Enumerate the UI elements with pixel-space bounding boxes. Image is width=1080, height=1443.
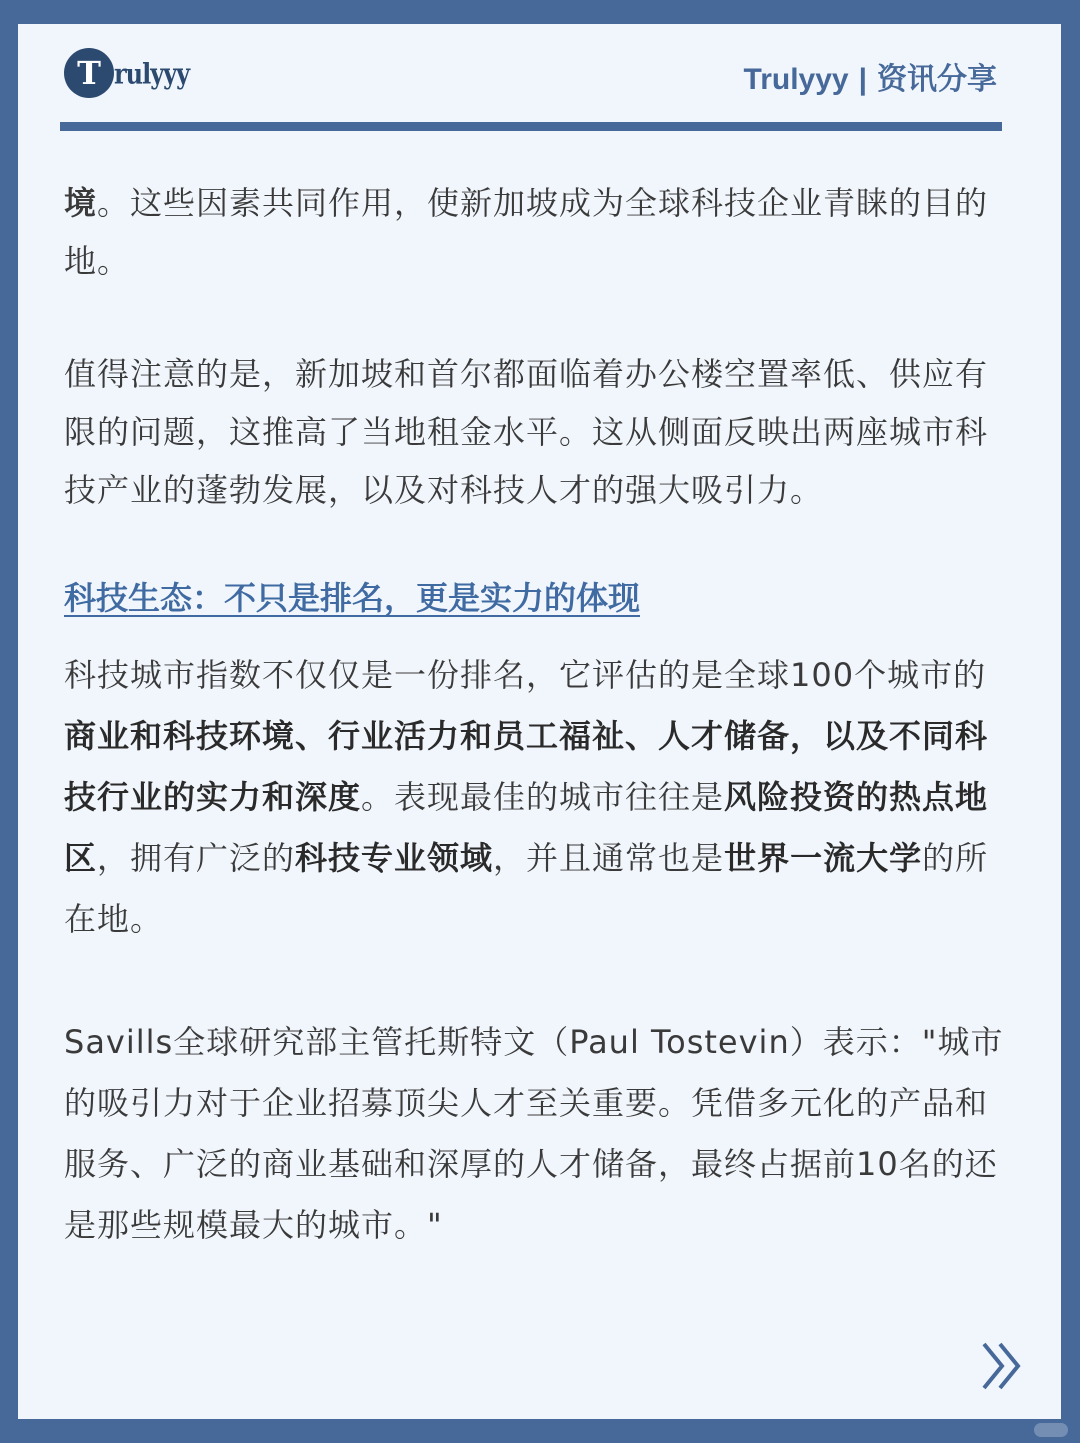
paragraph-2: 值得注意的是，新加坡和首尔都面临着办公楼空置率低、供应有限的问题，这推高了当地租金水平。这从侧面反映出两座城市科技产业的蓬勃发展，以及对科技人才的强大吸引力。 bbox=[64, 355, 989, 509]
header-divider bbox=[60, 122, 1002, 131]
logo-circle: T bbox=[64, 48, 114, 98]
paragraph-1 bbox=[64, 174, 1016, 290]
paragraph-1-bold: 境 bbox=[64, 184, 98, 222]
p3-text-3: ，拥有广泛的 bbox=[97, 839, 296, 877]
content-card bbox=[18, 24, 1061, 1419]
brand-separator: | bbox=[858, 63, 867, 96]
p3-bold-4: 世界一流大学 bbox=[724, 839, 923, 877]
p3-bold-1: 商业和科技环境、行业活力和员工福祉、人才储备，以及不同科技行业的实力和深度 bbox=[64, 717, 989, 816]
p3-text-5: 的所在地。 bbox=[64, 839, 989, 938]
logo-text: rulyyy bbox=[114, 56, 190, 90]
section-name: 资讯分享 bbox=[877, 63, 997, 96]
p3-text-1: 科技城市指数不仅仅是一份排名，它评估的是全球100个城市的 bbox=[64, 656, 987, 694]
watermark-badge bbox=[1034, 1423, 1068, 1437]
brand-name: Trulyyy bbox=[743, 63, 849, 96]
brand-header bbox=[744, 54, 997, 98]
logo bbox=[64, 48, 189, 98]
double-chevron-right-icon[interactable] bbox=[980, 1340, 1024, 1392]
paragraph-1-text: 。这些因素共同作用，使新加坡成为全球科技企业青睐的目的地。 bbox=[64, 184, 989, 280]
p3-text-2: 。表现最佳的城市往往是 bbox=[361, 778, 725, 816]
p3-bold-2: 风险投资的热点地区 bbox=[64, 778, 989, 877]
p3-bold-3: 科技专业领域 bbox=[295, 839, 494, 877]
article-body bbox=[64, 174, 1016, 1256]
paragraph-4: Savills全球研究部主管托斯特文（Paul Tostevin）表示："城市的吸引力对于企业招募顶尖人才至关重要。凭借多元化的产品和服务、广泛的商业基础和深厚的人才储备，最终占据前10名的还是那些规模最大的城市。" bbox=[64, 1023, 1004, 1244]
paragraph-3 bbox=[64, 645, 1016, 950]
p3-text-4: ，并且通常也是 bbox=[493, 839, 725, 877]
section-heading: 科技生态：不只是排名，更是实力的体现 bbox=[64, 579, 641, 617]
